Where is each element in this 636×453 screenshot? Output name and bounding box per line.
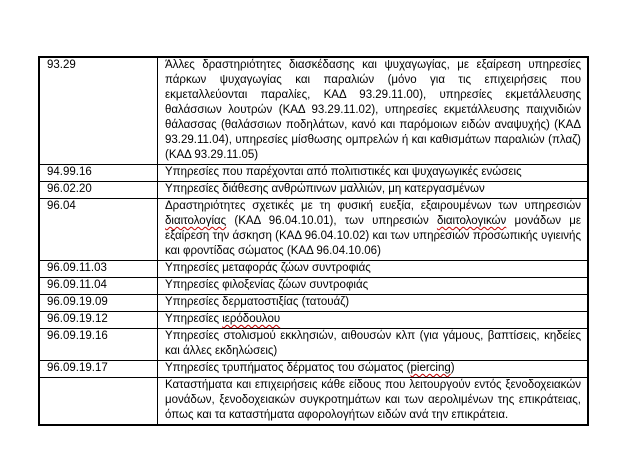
table-row [39, 165, 588, 182]
code-text: 94.99.16 [47, 166, 92, 178]
code-cell [39, 329, 158, 361]
description-cell [158, 329, 589, 361]
table-row [39, 329, 588, 361]
code-cell [39, 361, 158, 378]
code-cell [39, 165, 158, 182]
description-text: Καταστήματα και επιχειρήσεις κάθε είδους που λειτουργούν εντός ξενοδοχειακών μονάδων, ξενοδοχειακών συγκροτημάτων και των αερολιμένων της επικράτειας, όπως και τα καταστήματα αφορολογήτων ειδών ανά την επικράτεια. [165, 379, 581, 421]
code-text: 93.29 [47, 59, 76, 71]
description-text: μονάδων με εξαίρεση την άσκηση (ΚΑΔ 96.04.10.02) και των υπηρεσιών προσωπικής υγιεινής και φροντίδας σώματος (ΚΑΔ 96.04.10.06) [165, 215, 581, 257]
table-row [39, 57, 588, 165]
description-text: Υπηρεσίες δερματοστιξίας (τατουάζ) [165, 296, 350, 308]
table-row [39, 378, 588, 426]
table-row [39, 278, 588, 295]
code-cell [39, 199, 158, 261]
description-cell [158, 57, 589, 165]
description-cell [158, 278, 589, 295]
code-cell [39, 57, 158, 165]
code-cell [39, 278, 158, 295]
table-row [39, 295, 588, 312]
description-text: ) [450, 362, 455, 374]
code-text: 96.02.20 [47, 183, 92, 195]
misspelled-word: ιερόδουλου [222, 313, 281, 325]
description-text: Υπηρεσίες διάθεσης ανθρώπινων μαλλιών, μη κατεργασμένων [165, 183, 485, 195]
description-text: Υπηρεσίες μεταφοράς ζώων συντροφιάς [165, 262, 371, 274]
description-text: Δραστηριότητες σχετικές με τη φυσική ευεξία, εξαιρουμένων των υπηρεσιών [165, 200, 581, 212]
table-row [39, 361, 588, 378]
description-text: Υπηρεσίες φιλοξενίας ζώων συντροφιάς [165, 279, 369, 291]
description-cell [158, 378, 589, 426]
description-text: Υπηρεσίες που παρέχονται από πολιτιστικές και ψυχαγωγικές ενώσεις [165, 166, 522, 178]
misspelled-word: διαιτολογίας [165, 215, 227, 227]
code-text: 96.09.19.09 [47, 296, 108, 308]
misspelled-word: piercing [410, 362, 451, 374]
code-text: 96.09.11.03 [47, 262, 107, 274]
table-row [39, 261, 588, 278]
description-cell [158, 182, 589, 199]
description-text: Άλλες δραστηριότητες διασκέδασης και ψυχαγωγίας, με εξαίρεση υπηρεσίες πάρκων ψυχαγωγίας και παραλιών (μόνο για τις επιχειρήσεις που εκμεταλλεύονται παραλίες, ΚΑΔ 93.29.11.00), υπηρεσίες εκμετάλλευσης θαλάσσιων λουτρών (ΚΑΔ 93.29.11.02), υπηρεσίες εκμετάλλευσης παιχνιδιών θάλασσας (θαλάσσιων ποδηλάτων, κανό και παρόμοιων ειδών αναψυχής) (ΚΑΔ 93.29.11.04), υπηρεσίες μίσθωσης ομπρελών ή και καθισμάτων παραλιών (πλαζ) (ΚΑΔ 93.29.11.05) [165, 59, 581, 161]
description-cell [158, 261, 589, 278]
code-text: 96.09.19.16 [47, 330, 108, 342]
description-cell [158, 165, 589, 182]
misspelled-word: διαιτολογικών [436, 215, 507, 227]
table-row [39, 199, 588, 261]
code-cell [39, 312, 158, 329]
kad-activities-table [38, 56, 589, 426]
code-text: 96.04 [47, 200, 76, 212]
description-cell [158, 312, 589, 329]
table-row [39, 312, 588, 329]
code-text: 96.09.19.17 [47, 362, 108, 374]
description-cell [158, 199, 589, 261]
code-cell [39, 295, 158, 312]
code-text: 96.09.11.04 [47, 279, 107, 291]
table-row [39, 182, 588, 199]
code-text: 96.09.19.12 [47, 313, 108, 325]
description-cell [158, 295, 589, 312]
code-cell [39, 182, 158, 199]
description-text: Υπηρεσίες τρυπήματος δέρματος του σώματος ( [165, 362, 411, 374]
description-text: Υπηρεσίες στολισμού εκκλησιών, αιθουσών κλπ (για γάμους, βαπτίσεις, κηδείες και άλλες εκδηλώσεις) [165, 330, 581, 357]
code-cell [39, 261, 158, 278]
description-cell [158, 361, 589, 378]
code-cell [39, 378, 158, 426]
description-text: (ΚΑΔ 96.04.10.01), των υπηρεσιών [226, 215, 437, 227]
description-text: Υπηρεσίες [165, 313, 223, 325]
